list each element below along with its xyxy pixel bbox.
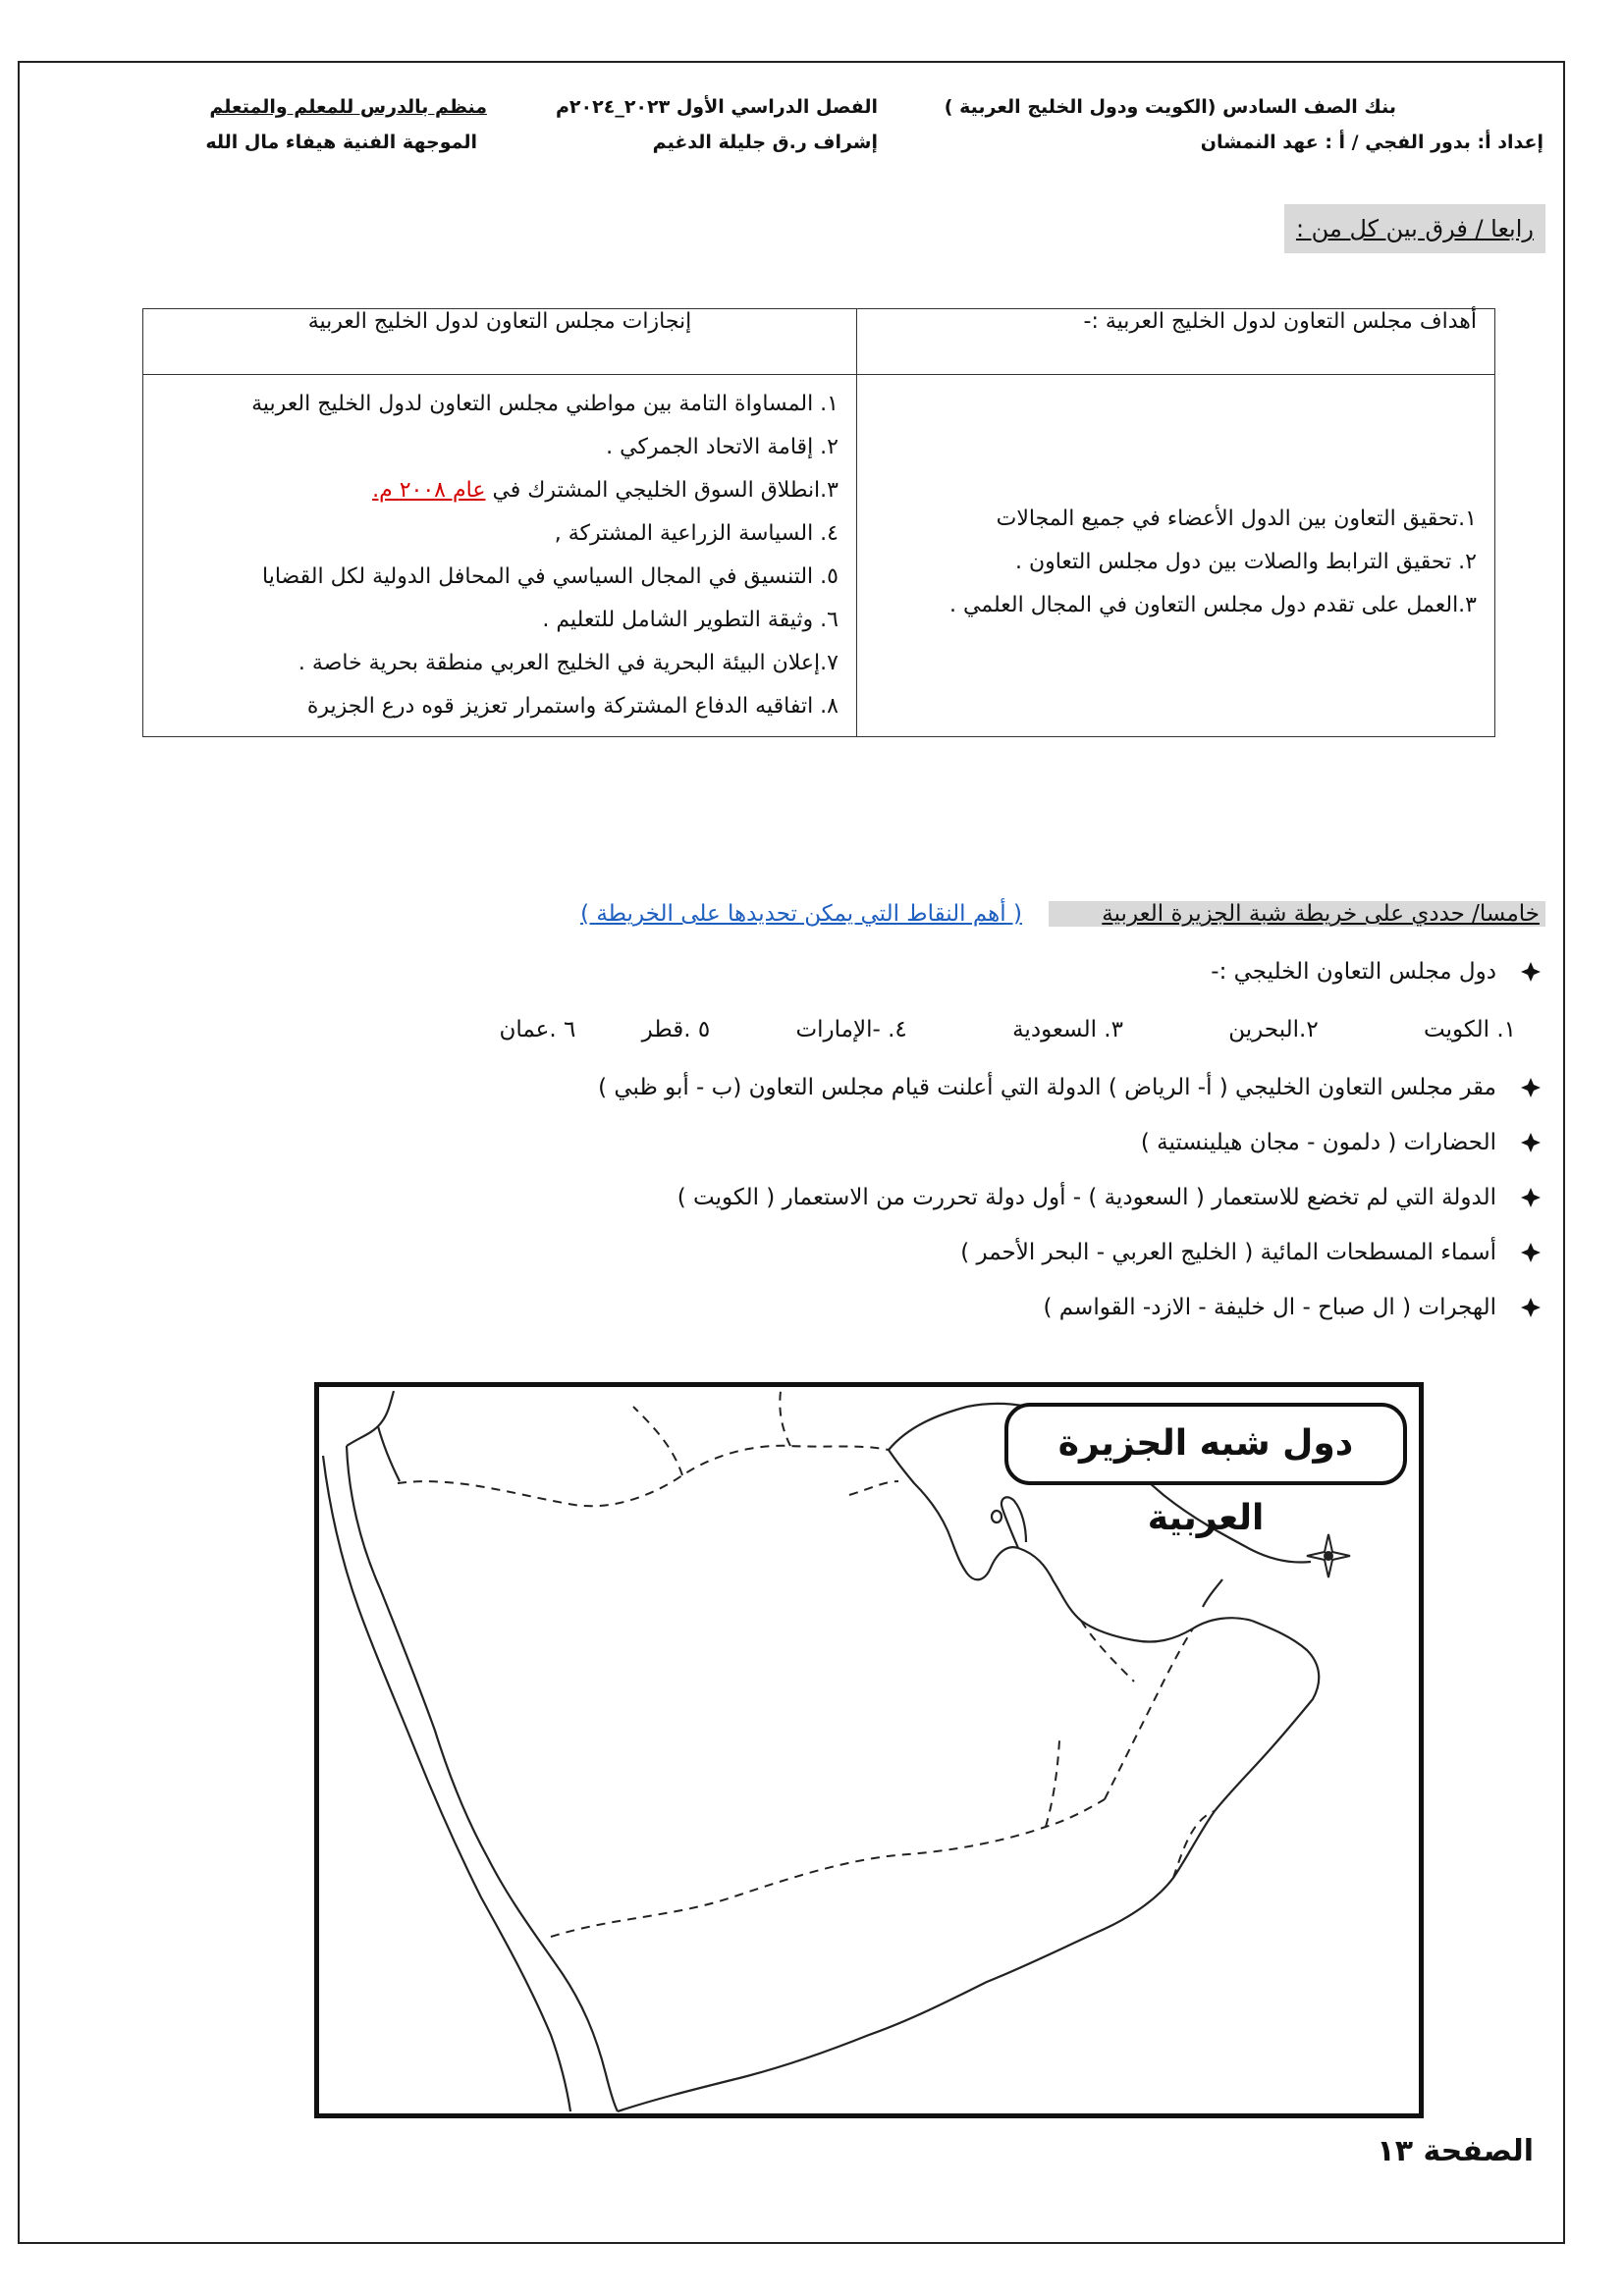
achievement-item: ٨. اتفاقيه الدفاع المشتركة واستمرار تعزيز قوه درع الجزيرة	[306, 694, 839, 719]
achievement-text: ٣.انطلاق السوق الخليجي المشترك في	[485, 478, 839, 503]
year-highlight: عام ٢٠٠٨ م.	[372, 478, 486, 503]
prepared-by: إعداد أ: بدور الفجي / أ : عهد النمشان	[1200, 132, 1543, 153]
supervision: إشراف ر.ق جليلة الدغيم	[652, 132, 878, 153]
technical-supervisor: الموجهة الفنية هيفاء مال الله	[205, 132, 477, 153]
section5-title-row	[77, 893, 1545, 934]
bullet-item	[73, 1115, 1545, 1170]
semester: الفصل الدراسي الأول ٢٠٢٣_٢٠٢٤م	[555, 96, 878, 118]
arabian-peninsula-map	[314, 1382, 1424, 2118]
bullet-text: الدولة التي لم تخضع للاستعمار ( السعودية ) - أول دولة تحررت من الاستعمار ( الكويت )	[677, 1185, 1496, 1210]
map-title: دول شبه الجزيرة العربية	[1004, 1403, 1407, 1485]
countries-row	[73, 999, 1545, 1060]
bullet-text: الحضارات ( دلمون - مجان هيلينستية )	[1140, 1130, 1496, 1155]
goals-header: أهداف مجلس التعاون لدول الخليج العربية :-	[857, 309, 1495, 375]
bullet-item	[73, 1170, 1545, 1225]
bullet-item	[73, 1225, 1545, 1280]
gcc-label: دول مجلس التعاون الخليجي :-	[1211, 959, 1496, 985]
country-item: ٢.البحرين	[1228, 1017, 1319, 1042]
section4-title: رابعا / فرق بين كل من :	[1284, 204, 1545, 253]
country-item: ٥ .قطر	[641, 1017, 711, 1042]
goal-item: ٢. تحقيق الترابط والصلات بين دول مجلس التعاون .	[1014, 550, 1477, 574]
diamond-bullet-icon	[1520, 1077, 1542, 1098]
diamond-bullet-icon	[1520, 1242, 1542, 1263]
bullet-text: الهجرات ( ال صباح - ال خليفة - الازد- القواسم )	[1043, 1295, 1496, 1320]
achievement-item: ٥. التنسيق في المجال السياسي في المحافل الدولية لكل القضايا	[262, 564, 839, 589]
country-item: ٦ .عمان	[499, 1017, 576, 1042]
goal-item: ٣.العمل على تقدم دول مجلس التعاون في المجال العلمي .	[948, 593, 1477, 617]
achievements-cell	[143, 375, 857, 737]
achievement-item: ٦. وثيقة التطوير الشامل للتعليم .	[542, 608, 839, 632]
bullet-gcc	[73, 944, 1545, 999]
section5-title: خامسا/ حددي على خريطة شبة الجزيرة العربية	[1049, 901, 1545, 927]
section5-hint: ( أهم النقاط التي يمكن تحديدها على الخريطة )	[580, 901, 1022, 927]
achievement-item: ٧.إعلان البيئة البحرية في الخليج العربي منطقة بحرية خاصة .	[298, 651, 839, 675]
achievement-item: ٤. السياسة الزراعية المشتركة ,	[554, 521, 839, 546]
diamond-bullet-icon	[1520, 961, 1542, 983]
achievement-item	[161, 469, 839, 512]
goal-item: ١.تحقيق التعاون بين الدول الأعضاء في جميع المجالات	[996, 507, 1477, 531]
achievement-item: ١. المساواة التامة بين مواطني مجلس التعاون لدول الخليج العربية	[251, 392, 839, 416]
comparison-table	[142, 308, 1495, 737]
bullet-item	[73, 1280, 1545, 1335]
country-item: ١. الكويت	[1424, 1017, 1516, 1042]
goals-cell	[857, 375, 1495, 737]
bullet-text: أسماء المسطحات المائية ( الخليج العربي - البحر الأحمر )	[960, 1240, 1496, 1265]
achievement-item: ٢. إقامة الاتحاد الجمركي .	[606, 435, 839, 459]
page-number: الصفحة ١٣	[1377, 2134, 1534, 2168]
bank-title: بنك الصف السادس (الكويت ودول الخليج العربية )	[944, 96, 1396, 118]
achievements-header: إنجازات مجلس التعاون لدول الخليج العربية	[143, 309, 857, 375]
country-item: ٤. -الإمارات	[795, 1017, 907, 1042]
compass-icon	[1307, 1534, 1350, 1577]
diamond-bullet-icon	[1520, 1297, 1542, 1318]
diamond-bullet-icon	[1520, 1187, 1542, 1208]
bullet-item	[73, 1060, 1545, 1115]
organizer: منظم بالدرس للمعلم والمتعلم	[209, 96, 487, 118]
bullet-text: مقر مجلس التعاون الخليجي ( أ- الرياض ) الدولة التي أعلنت قيام مجلس التعاون (ب - أبو ظبي )	[598, 1075, 1496, 1100]
bullet-list	[73, 944, 1545, 1335]
diamond-bullet-icon	[1520, 1132, 1542, 1153]
country-item: ٣. السعودية	[1012, 1017, 1123, 1042]
